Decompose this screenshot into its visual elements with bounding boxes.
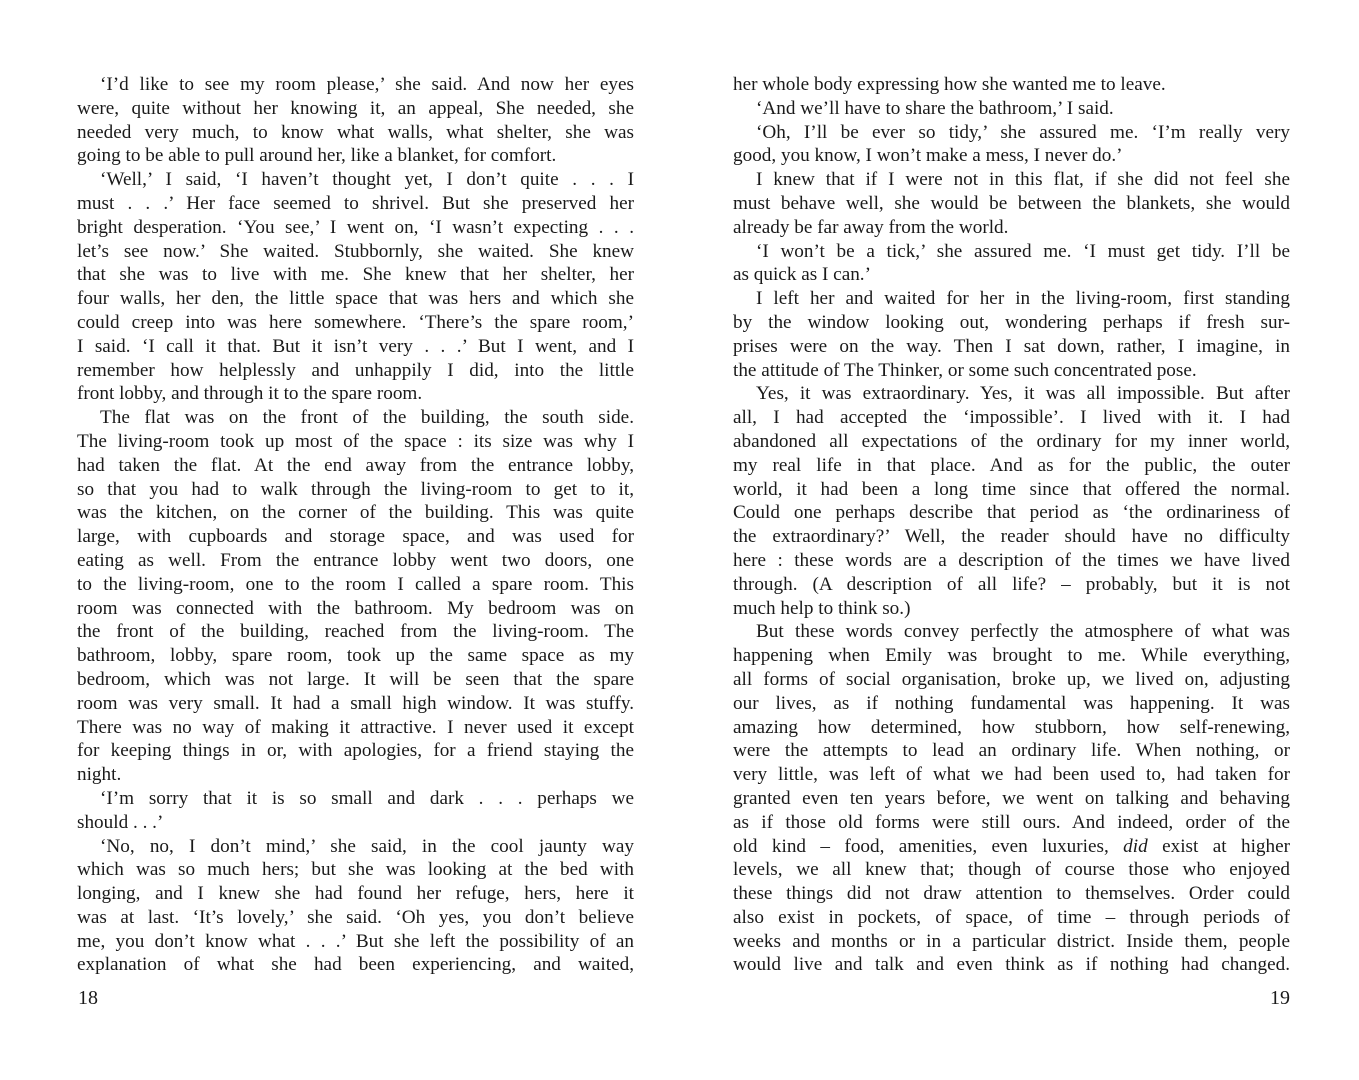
text-line: was at last. ‘It’s lovely,’ she said. ‘Oh yes, you don’t believe: [77, 906, 634, 928]
text-line: night.: [77, 764, 122, 786]
text-line: ‘Oh, I’ll be ever so tidy,’ she assured me. ‘I’m really very: [756, 121, 1290, 143]
page-number-left: 18: [78, 987, 98, 1009]
text-line: the attitude of The Thinker, or some such concentrated pose.: [733, 359, 1197, 381]
text-segment: exist at higher: [1147, 835, 1290, 857]
text-line: longing, and I knew she had found her refuge, hers, here it: [77, 883, 634, 905]
text-line: I left her and waited for her in the living-room, first standing: [756, 288, 1290, 310]
text-line: which was so much hers; but she was looking at the bed with: [77, 859, 634, 881]
text-line: world, it had been a long time since that offered the normal.: [733, 478, 1290, 500]
text-line: already be far away from the world.: [733, 216, 1009, 238]
text-line: good, you know, I won’t make a mess, I never do.’: [733, 145, 1123, 167]
text-line: room was very small. It had a small high window. It was stuffy.: [77, 692, 634, 714]
text-line: these things did not draw attention to themselves. Order could: [733, 883, 1290, 905]
right-page: [733, 73, 1290, 977]
text-line: granted even ten years before, we went on talking and behaving: [733, 787, 1290, 809]
text-line: The flat was on the front of the building, the south side.: [100, 407, 634, 429]
text-line: the extraordinary?’ Well, the reader should have no difficulty: [733, 526, 1290, 548]
text-line: our lives, as if nothing fundamental was happening. It was: [733, 692, 1290, 714]
text-line: should . . .’: [77, 811, 164, 833]
text-line: But these words convey perfectly the atmosphere of what was: [756, 621, 1290, 643]
text-line: eating as well. From the entrance lobby went two doors, one: [77, 549, 634, 571]
text-line: me, you don’t know what . . .’ But she left the possibility of an: [77, 930, 634, 952]
left-page: [77, 73, 634, 977]
text-line: would live and talk and even think as if nothing had changed.: [733, 954, 1290, 976]
text-line: had taken the flat. At the end away from the entrance lobby,: [77, 454, 634, 476]
text-line: by the window looking out, wondering perhaps if fresh sur-: [733, 311, 1290, 333]
text-line: ‘And we’ll have to share the bathroom,’ I said.: [756, 97, 1114, 119]
text-line: very little, was left of what we had been used to, had taken for: [733, 764, 1290, 786]
text-line: were the attempts to lead an ordinary life. When nothing, or: [733, 740, 1290, 762]
text-line: as if those old forms were still ours. And indeed, order of the: [733, 811, 1290, 833]
text-line: was the kitchen, on the corner of the building. This was quite: [77, 502, 634, 524]
text-line: bright desperation. ‘You see,’ I went on, ‘I wasn’t expecting . . .: [77, 216, 634, 238]
text-line: Yes, it was extraordinary. Yes, it was all impossible. But after: [756, 383, 1290, 405]
text-line: must . . .’ Her face seemed to shrivel. But she preserved her: [77, 192, 634, 214]
text-segment: old kind – food, amenities, even luxuries,: [733, 835, 1124, 857]
italic-word: did: [1123, 835, 1148, 857]
text-line: the front of the building, reached from the living-room. The: [77, 621, 634, 643]
text-line: I said. ‘I call it that. But it isn’t very . . .’ But I went, and I: [77, 335, 634, 357]
text-line: were, quite without her knowing it, an appeal, She needed, she: [77, 97, 634, 119]
text-line: ‘I’d like to see my room please,’ she said. And now her eyes: [100, 74, 634, 95]
text-line: ‘I’m sorry that it is so small and dark . . . perhaps we: [100, 787, 634, 809]
text-line: front lobby, and through it to the spare room.: [77, 383, 423, 405]
text-line: let’s see now.’ She waited. Stubbornly, she waited. She knew: [77, 240, 634, 262]
text-line: bedroom, which was not large. It will be seen that the spare: [77, 668, 634, 690]
text-line: to the living-room, one to the room I called a spare room. This: [77, 573, 634, 595]
text-line: ‘I won’t be a tick,’ she assured me. ‘I must get tidy. I’ll be: [756, 240, 1290, 262]
text-line: through. (A description of all life? – probably, but it is not: [733, 573, 1290, 595]
text-line: here : these words are a description of the times we have lived: [733, 549, 1290, 571]
text-line: prises were on the way. Then I sat down, rather, I imagine, in: [733, 335, 1290, 357]
text-line: her whole body expressing how she wanted me to leave.: [733, 74, 1166, 95]
text-line: also exist in pockets, of space, of time – through periods of: [733, 906, 1290, 928]
text-line: much help to think so.): [733, 597, 911, 619]
text-line: weeks and months or in a particular district. Inside them, people: [733, 930, 1290, 952]
text-line: levels, we all knew that; though of course those who enjoyed: [733, 859, 1290, 881]
text-line: all, I had accepted the ‘impossible’. I lived with it. I had: [733, 407, 1290, 429]
text-line: remember how helplessly and unhappily I did, into the little: [77, 359, 634, 381]
text-line: must behave well, she would be between the blankets, she would: [733, 192, 1290, 214]
text-line: going to be able to pull around her, like a blanket, for comfort.: [77, 145, 557, 167]
text-line: There was no way of making it attractive. I never used it except: [77, 716, 634, 738]
text-line: four walls, her den, the little space that was hers and which she: [77, 288, 634, 310]
text-line: could creep into was here somewhere. ‘There’s the spare room,’: [77, 311, 634, 333]
text-line: ‘No, no, I don’t mind,’ she said, in the cool jaunty way: [100, 835, 634, 857]
text-line: bathroom, lobby, spare room, took up the same space as my: [77, 645, 634, 667]
text-line: Could one perhaps describe that period as ‘the ordinariness of: [733, 502, 1290, 524]
text-line: as quick as I can.’: [733, 264, 871, 286]
text-line: large, with cupboards and storage space, and was used for: [77, 526, 634, 548]
text-line: all forms of social organisation, broke up, we lived on, adjusting: [733, 668, 1290, 690]
text-line: my real life in that place. And as for the public, the outer: [733, 454, 1290, 476]
page-number-right: 19: [1270, 987, 1290, 1009]
text-line: abandoned all expectations of the ordinary for my inner world,: [733, 430, 1290, 452]
text-line: needed very much, to know what walls, what shelter, she was: [77, 121, 634, 143]
text-line: [733, 835, 1290, 859]
text-line: so that you had to walk through the living-room to get to it,: [77, 478, 634, 500]
text-line: happening when Emily was brought to me. While everything,: [733, 645, 1290, 667]
text-line: that she was to live with me. She knew that her shelter, her: [77, 264, 634, 286]
text-line: ‘Well,’ I said, ‘I haven’t thought yet, I don’t quite . . . I: [100, 169, 634, 191]
text-line: room was connected with the bathroom. My bedroom was on: [77, 597, 634, 619]
text-line: for keeping things in or, with apologies, for a friend staying the: [77, 740, 634, 762]
text-line: I knew that if I were not in this flat, if she did not feel she: [756, 169, 1290, 191]
text-line: explanation of what she had been experiencing, and waited,: [77, 954, 634, 976]
text-line: The living-room took up most of the space : its size was why I: [77, 430, 634, 452]
text-line: amazing how determined, how stubborn, how self-renewing,: [733, 716, 1290, 738]
